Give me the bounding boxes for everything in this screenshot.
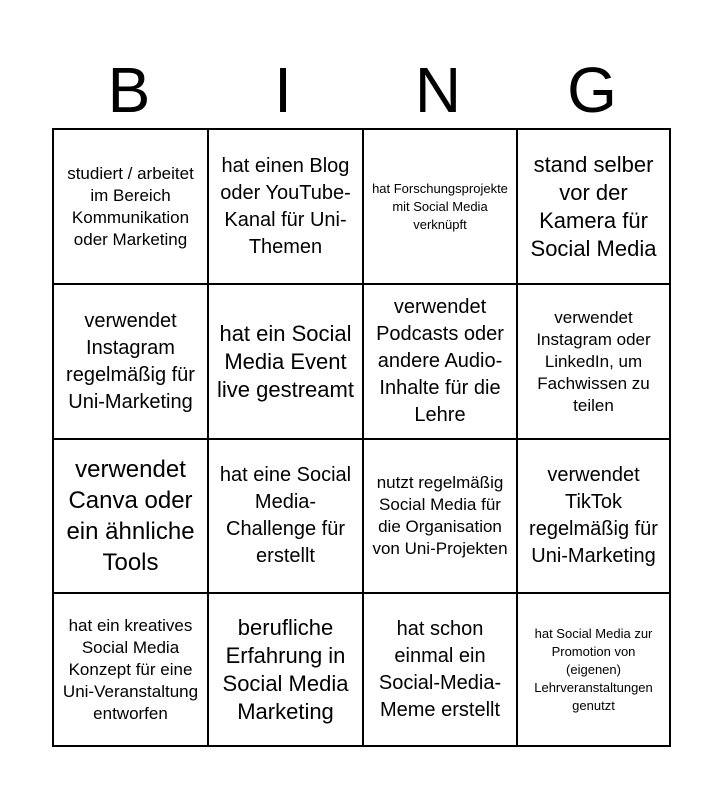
bingo-cell[interactable] [518,285,669,438]
cell-text: verwendet Podcasts oder andere Audio-Inhalte für die Lehre [376,296,504,426]
cell-text: verwendet Instagram oder LinkedIn, um Fachwissen zu teilen [536,307,651,415]
bingo-cell[interactable] [209,440,362,592]
bingo-cell[interactable] [518,594,669,745]
bingo-cell[interactable] [54,440,207,592]
header-letter-n: N [414,54,462,126]
bingo-cell[interactable] [209,285,362,438]
bingo-cell[interactable] [518,130,669,283]
cell-text: hat ein Social Media Event live gestreamt [217,320,354,402]
cell-text: verwendet Canva oder ein ähnliche Tools [66,456,195,576]
cell-text: verwendet TikTok regelmäßig für Uni-Marketing [529,464,658,567]
cell-text: hat Social Media zur Promotion von (eigenen) Lehrveranstaltungen genutzt [534,625,653,713]
bingo-cell[interactable] [364,285,516,438]
bingo-cell[interactable] [209,594,362,745]
cell-text: berufliche Erfahrung in Social Media Marketing [222,614,349,724]
header-letter-b: B [107,54,151,126]
bingo-cell[interactable] [364,130,516,283]
bingo-cell[interactable] [364,594,516,745]
cell-text: nutzt regelmäßig Social Media für die Organisation von Uni-Projekten [372,473,508,558]
bingo-cell[interactable] [54,594,207,745]
cell-text: verwendet Instagram regelmäßig für Uni-Marketing [66,309,195,413]
header-letter-i: I [274,54,292,126]
header-letter-g: G [567,54,617,126]
cell-text: studiert / arbeitet im Bereich Kommunikation oder Marketing [67,163,194,249]
bingo-cell[interactable] [518,440,669,592]
bingo-header [52,52,671,128]
bingo-cell[interactable] [364,440,516,592]
cell-text: hat Forschungsprojekte mit Social Media verknüpft [372,180,508,232]
cell-text: hat ein kreatives Social Media Konzept für eine Uni-Veranstaltung entworfen [62,615,199,723]
bingo-cell[interactable] [209,130,362,283]
cell-text: stand selber vor der Kamera für Social Media [530,151,657,261]
cell-text: hat schon einmal ein Social-Media-Meme erstellt [378,617,502,721]
bingo-grid [52,128,671,747]
bingo-cell[interactable] [54,285,207,438]
bingo-cell[interactable] [54,130,207,283]
cell-text: hat einen Blog oder YouTube-Kanal für Uni-Themen [220,154,351,258]
cell-text: hat eine Social Media-Challenge für erstellt [219,464,352,567]
